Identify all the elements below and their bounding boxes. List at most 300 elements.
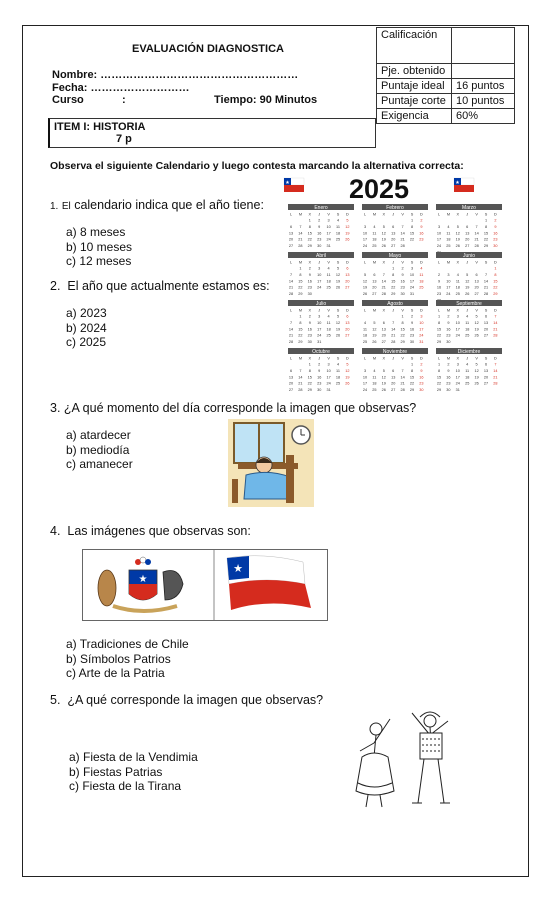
calendar-month-febrero (362, 204, 428, 248)
calendar-day: 7 (475, 224, 478, 229)
calendar-day: 26 (455, 244, 460, 249)
calendar-day: 31 (455, 388, 460, 393)
calendar-day: 21 (483, 285, 489, 290)
calendar-day: 14 (288, 327, 294, 332)
calendar-day: 3 (447, 272, 450, 277)
cueca-dancers-image (346, 699, 464, 811)
calendar-day: 4 (456, 272, 459, 277)
calendar-day: 2 (308, 266, 311, 271)
calendar-day: 29 (436, 340, 442, 345)
calendar-day: 16 (409, 327, 415, 332)
calendar-day: 4 (420, 266, 423, 271)
calendar-day: 29 (298, 340, 303, 345)
calendar-day: 3 (363, 224, 367, 229)
month-name: Septiembre (456, 301, 482, 307)
weekday-label: X (456, 308, 460, 313)
weekday-label: X (456, 260, 460, 265)
calendar-day: 21 (391, 333, 396, 338)
calendar-day: 2 (447, 362, 450, 367)
calendar-day: 29 (391, 292, 396, 297)
calendar-day: 19 (474, 375, 479, 380)
calendar-day: 28 (288, 340, 294, 345)
option-5b[interactable]: b) Fiestas Patrias (69, 764, 163, 779)
calendar-month-octubre (288, 348, 354, 392)
calendar-day: 5 (475, 362, 478, 367)
question-4-options (66, 637, 189, 681)
calendar-day: 14 (298, 375, 303, 380)
weekday-label: S (484, 260, 488, 265)
weekday-label: V (327, 308, 330, 313)
calendar-day: 3 (456, 314, 459, 319)
option-1c[interactable]: c) 12 meses (66, 254, 132, 268)
calendar-svg (284, 174, 506, 393)
calendar-day: 26 (362, 292, 368, 297)
calendar-day: 13 (391, 231, 396, 236)
calendar-day: 3 (327, 362, 330, 367)
calendar-day: 16 (307, 327, 312, 332)
month-name: Agosto (387, 301, 403, 307)
calendar-day: 28 (493, 381, 498, 386)
weekday-label: J (318, 308, 321, 313)
calendar-day: 13 (345, 272, 350, 277)
svg-text:★: ★ (285, 180, 290, 186)
calendar-day: 13 (381, 327, 386, 332)
calendar-day: 30 (307, 292, 312, 297)
course-colon: : (122, 94, 126, 106)
calendar-day: 23 (419, 381, 424, 386)
calendar-day: 19 (372, 333, 377, 338)
weekday-label: X (382, 260, 386, 265)
calendar-day: 17 (446, 285, 451, 290)
month-name: Marzo (462, 205, 476, 211)
calendar-day: 30 (409, 340, 415, 345)
calendar-day: 12 (455, 231, 460, 236)
calendar-day: 10 (455, 320, 460, 325)
calendar-year: 2025 (348, 174, 410, 204)
calendar-day: 3 (327, 218, 330, 223)
calendar-day: 7 (494, 362, 497, 367)
option-3a[interactable]: a) atardecer (66, 428, 131, 442)
calendar-day: 24 (362, 244, 368, 249)
calendar-day: 16 (307, 279, 312, 284)
calendar-day: 12 (465, 279, 470, 284)
calendar-day: 18 (335, 375, 341, 380)
calendar-day: 20 (381, 333, 386, 338)
calendar-day: 25 (335, 237, 341, 242)
calendar-day: 5 (382, 224, 385, 229)
calendar-month-junio (436, 252, 502, 303)
calendar-day: 5 (382, 368, 385, 373)
weekday-label: V (401, 260, 404, 265)
calendar-day: 26 (474, 333, 479, 338)
calendar-day: 22 (307, 237, 312, 242)
option-2c[interactable]: c) 2025 (66, 335, 107, 349)
calendar-day: 24 (419, 333, 424, 338)
calendar-day: 1 (437, 314, 441, 319)
calendar-day: 15 (493, 279, 498, 284)
calendar-day: 1 (410, 362, 414, 367)
calendar-day: 4 (447, 224, 450, 229)
calendar-day: 9 (401, 272, 404, 277)
calendar-day: 16 (446, 375, 451, 380)
requirement-label: Exigencia (377, 109, 452, 124)
calendar-day: 7 (289, 320, 293, 325)
calendar-day: 21 (298, 237, 303, 242)
calendar-day: 18 (326, 279, 331, 284)
calendar-day: 1 (484, 218, 488, 223)
calendar-day: 11 (336, 224, 340, 229)
calendar-day: 14 (493, 320, 498, 325)
calendar-day: 6 (392, 368, 395, 373)
calendar-day: 18 (465, 327, 470, 332)
name-field[interactable]: Nombre: ……………………………………………… (52, 69, 299, 81)
calendar-day: 12 (381, 375, 386, 380)
calendar-day: 23 (436, 292, 442, 297)
option-4a[interactable]: a) Tradiciones de Chile (66, 637, 189, 651)
weekday-label: M (446, 356, 450, 361)
calendar-day: 29 (298, 292, 303, 297)
calendar-day: 22 (298, 285, 303, 290)
calendar-day: 12 (474, 368, 479, 373)
calendar-day: 7 (299, 224, 302, 229)
calendar-day: 10 (317, 320, 322, 325)
calendar-day: 10 (436, 231, 442, 236)
question-2-text: El año que actualmente estamos es: (67, 279, 270, 293)
calendar-day: 8 (484, 224, 488, 229)
option-2a[interactable]: a) 2023 (66, 306, 107, 320)
question-5-number: 5. (50, 693, 61, 707)
calendar-day: 30 (446, 340, 451, 345)
calendar-day: 12 (335, 320, 341, 325)
calendar-day: 30 (493, 244, 498, 249)
weekday-label: D (494, 212, 497, 217)
calendar-day: 2 (308, 314, 311, 319)
calendar-day: 27 (391, 388, 396, 393)
calendar-day: 29 (483, 244, 489, 249)
calendar-day: 14 (400, 375, 405, 380)
calendar-day: 9 (318, 368, 321, 373)
option-1b[interactable]: b) 10 meses (66, 239, 133, 254)
weekday-label: M (372, 356, 376, 361)
calendar-day: 9 (410, 320, 414, 325)
weekday-label: M (298, 356, 302, 361)
calendar-day: 30 (419, 388, 424, 393)
calendar-day: 27 (345, 285, 350, 290)
calendar-day: 7 (401, 224, 404, 229)
calendar-day: 6 (475, 272, 478, 277)
calendar-day: 9 (494, 224, 497, 229)
calendar-day: 8 (299, 272, 302, 277)
score-obtained-label: Pje. obtenido (377, 64, 452, 79)
calendar-day: 9 (420, 224, 423, 229)
weekday-label: V (401, 308, 404, 313)
weekday-label: S (336, 356, 340, 361)
calendar-day: 23 (400, 285, 405, 290)
question-3-options (66, 428, 133, 472)
calendar-day: 5 (466, 272, 469, 277)
calendar-day: 20 (372, 285, 377, 290)
calendar-day: 1 (494, 266, 497, 271)
calendar-day: 10 (326, 368, 331, 373)
weekday-label: S (336, 212, 340, 217)
morning-illustration (228, 419, 314, 507)
calendar-day: 13 (474, 279, 479, 284)
requirement-value: 60% (452, 109, 515, 124)
calendar-day: 8 (494, 272, 497, 277)
svg-text:★: ★ (233, 563, 243, 575)
calendar-day: 15 (436, 327, 442, 332)
weekday-label: D (420, 212, 423, 217)
calendar-day: 11 (326, 320, 331, 325)
calendar-day: 2 (437, 272, 441, 277)
calendar-month-mayo (362, 252, 428, 296)
calendar-day: 27 (345, 333, 350, 338)
weekday-label: D (420, 308, 423, 313)
weekday-label: M (446, 212, 450, 217)
calendar-day: 12 (381, 231, 386, 236)
weekday-label: D (346, 308, 349, 313)
calendar-day: 14 (493, 368, 498, 373)
weekday-label: M (372, 308, 376, 313)
date-field[interactable]: Fecha: ……………………… (52, 82, 190, 94)
calendar-day: 2 (410, 314, 414, 319)
weekday-label: J (466, 308, 469, 313)
calendar-day: 13 (288, 231, 294, 236)
calendar-day: 10 (362, 231, 368, 236)
weekday-label: S (410, 356, 414, 361)
question-1-options (66, 225, 132, 269)
calendar-day: 31 (409, 292, 415, 297)
calendar-day: 16 (419, 231, 424, 236)
weekday-label: D (346, 212, 349, 217)
calendar-day: 20 (345, 279, 350, 284)
calendar-day: 22 (391, 285, 396, 290)
calendar-day: 29 (409, 388, 415, 393)
month-name: Octubre (312, 349, 330, 355)
weekday-label: D (420, 356, 423, 361)
question-5-options (69, 750, 198, 794)
calendar-day: 22 (400, 333, 405, 338)
calendar-day: 24 (317, 333, 322, 338)
calendar-day: 11 (465, 368, 470, 373)
calendar-day: 19 (362, 285, 368, 290)
calendar-month-septiembre (436, 300, 502, 344)
calendar-day: 4 (373, 368, 376, 373)
calendar-day: 4 (373, 224, 376, 229)
calendar-day: 11 (336, 368, 340, 373)
weekday-label: X (382, 356, 386, 361)
calendar-day: 8 (401, 320, 404, 325)
calendar-day: 25 (326, 285, 331, 290)
calendar-day: 7 (382, 272, 385, 277)
calendar-day: 27 (474, 292, 479, 297)
calendar-day: 15 (307, 231, 312, 236)
calendar-day: 20 (483, 327, 489, 332)
calendar-day: 2 (494, 218, 497, 223)
calendar-day: 13 (288, 375, 294, 380)
svg-text:★: ★ (138, 574, 148, 585)
calendar-day: 15 (298, 279, 303, 284)
calendar-month-marzo (436, 204, 502, 255)
calendar-day: 29 (400, 340, 405, 345)
option-2b[interactable]: b) 2024 (66, 320, 107, 335)
calendar-day: 3 (318, 314, 321, 319)
calendar-day: 9 (420, 368, 423, 373)
weekday-label: D (420, 260, 423, 265)
calendar-day: 9 (437, 279, 441, 284)
calendar-day: 6 (484, 362, 488, 367)
calendar-day: 12 (345, 224, 350, 229)
calendar-day: 18 (372, 237, 377, 242)
cut-score-label: Puntaje corte (377, 94, 452, 109)
calendar-day: 26 (335, 333, 341, 338)
weekday-label: M (298, 260, 302, 265)
calendar-day: 20 (288, 237, 294, 242)
weekday-label: X (382, 308, 386, 313)
calendar-day: 1 (392, 266, 395, 271)
calendar-day: 23 (446, 333, 451, 338)
calendar-day: 15 (307, 375, 312, 380)
weekday-label: J (466, 212, 469, 217)
calendar-day: 6 (346, 266, 349, 271)
weekday-label: V (327, 260, 330, 265)
calendar-day: 28 (400, 244, 405, 249)
grade-value-cell[interactable] (452, 28, 515, 64)
calendar-day: 15 (409, 231, 415, 236)
calendar-day: 28 (288, 292, 294, 297)
calendar-day: 4 (363, 320, 367, 325)
weekday-label: L (437, 356, 441, 361)
calendar-day: 12 (362, 279, 368, 284)
weekday-label: X (308, 308, 312, 313)
calendar-day: 26 (381, 388, 386, 393)
question-3-number: 3. (50, 401, 61, 415)
calendar-day: 11 (455, 279, 460, 284)
weekday-label: J (392, 308, 395, 313)
option-3c[interactable]: c) amanecer (66, 457, 133, 471)
calendar-day: 2 (318, 362, 321, 367)
weekday-label: D (494, 308, 497, 313)
month-name: Diciembre (457, 349, 481, 355)
calendar-day: 6 (484, 314, 488, 319)
calendar-day: 10 (419, 320, 424, 325)
weekday-label: J (318, 356, 321, 361)
calendar-day: 14 (483, 279, 489, 284)
calendar-day: 7 (289, 272, 293, 277)
calendar-day: 27 (483, 333, 489, 338)
question-5 (50, 693, 323, 707)
weekday-label: D (346, 356, 349, 361)
calendar-day: 8 (392, 272, 395, 277)
calendar-day: 19 (381, 381, 386, 386)
calendar-month-julio (288, 300, 354, 344)
weekday-label: X (308, 356, 312, 361)
calendar-day: 22 (298, 333, 303, 338)
calendar-day: 5 (336, 314, 340, 319)
instruction-text: Observa el siguiente Calendario y luego contesta marcando la alternativa correcta: (50, 160, 464, 172)
weekday-label: X (308, 212, 312, 217)
option-5a[interactable]: a) Fiesta de la Vendimia (69, 750, 198, 764)
calendar-day: 24 (326, 237, 331, 242)
calendar-day: 1 (299, 266, 302, 271)
weekday-label: M (446, 308, 450, 313)
calendar-day: 1 (308, 218, 311, 223)
calendar-day: 28 (298, 244, 303, 249)
option-5c[interactable]: c) Fiesta de la Tirana (69, 779, 182, 793)
calendar-day: 13 (372, 279, 377, 284)
calendar-day: 18 (362, 333, 368, 338)
month-name: Abril (315, 253, 327, 259)
calendar-day: 9 (318, 224, 321, 229)
calendar-day: 11 (372, 375, 377, 380)
calendar-day: 30 (307, 340, 312, 345)
cut-score-value: 10 puntos (452, 94, 515, 109)
calendar-day: 26 (345, 237, 350, 242)
weekday-label: V (475, 260, 478, 265)
question-4-text: Las imágenes que observas son: (67, 524, 251, 538)
calendar-day: 16 (419, 375, 424, 380)
calendar-day: 24 (455, 333, 460, 338)
calendar-day: 20 (483, 375, 489, 380)
weekday-label: J (318, 260, 321, 265)
calendar-day: 1 (410, 218, 414, 223)
month-name: Mayo (388, 253, 402, 259)
month-name: Julio (315, 301, 327, 307)
calendar-day: 10 (326, 224, 331, 229)
svg-text:★: ★ (455, 180, 460, 186)
score-obtained-cell[interactable] (452, 64, 515, 79)
calendar-day: 18 (326, 327, 331, 332)
calendar-day: 24 (455, 381, 460, 386)
calendar-day: 23 (307, 333, 312, 338)
item-points: 7 p (116, 133, 132, 145)
weekday-label: L (363, 308, 367, 313)
calendar-day: 8 (308, 368, 311, 373)
weekday-label: V (401, 356, 404, 361)
weekday-label: S (484, 356, 488, 361)
calendar-day: 25 (465, 333, 470, 338)
question-1-prefix: El (61, 201, 71, 212)
item-header (48, 118, 376, 148)
weekday-label: M (372, 260, 376, 265)
weekday-label: M (298, 308, 302, 313)
calendar-day: 14 (400, 231, 405, 236)
option-4c[interactable]: c) Arte de la Patria (66, 666, 165, 680)
weekday-label: S (484, 212, 488, 217)
calendar-month-agosto (362, 300, 428, 344)
calendar-day: 4 (336, 218, 340, 223)
option-3b[interactable]: b) mediodía (66, 442, 130, 457)
weekday-label: L (289, 212, 293, 217)
option-4b[interactable]: b) Símbolos Patrios (66, 651, 171, 666)
chilean-flag-image (227, 556, 311, 610)
calendar-day: 18 (335, 231, 341, 236)
calendar-day: 11 (363, 327, 367, 332)
calendar-day: 25 (419, 285, 424, 290)
option-1a[interactable]: a) 8 meses (66, 225, 126, 239)
month-name: Noviembre (382, 349, 408, 355)
calendar-day: 5 (346, 362, 349, 367)
calendar-day: 22 (436, 333, 442, 338)
calendar-day: 4 (327, 314, 330, 319)
weekday-label: L (437, 212, 441, 217)
calendar-day: 2 (447, 314, 450, 319)
question-3 (50, 401, 416, 415)
calendar-day: 25 (465, 381, 470, 386)
calendar-day: 24 (446, 292, 451, 297)
calendar-day: 23 (317, 237, 322, 242)
calendar-day: 17 (317, 327, 322, 332)
